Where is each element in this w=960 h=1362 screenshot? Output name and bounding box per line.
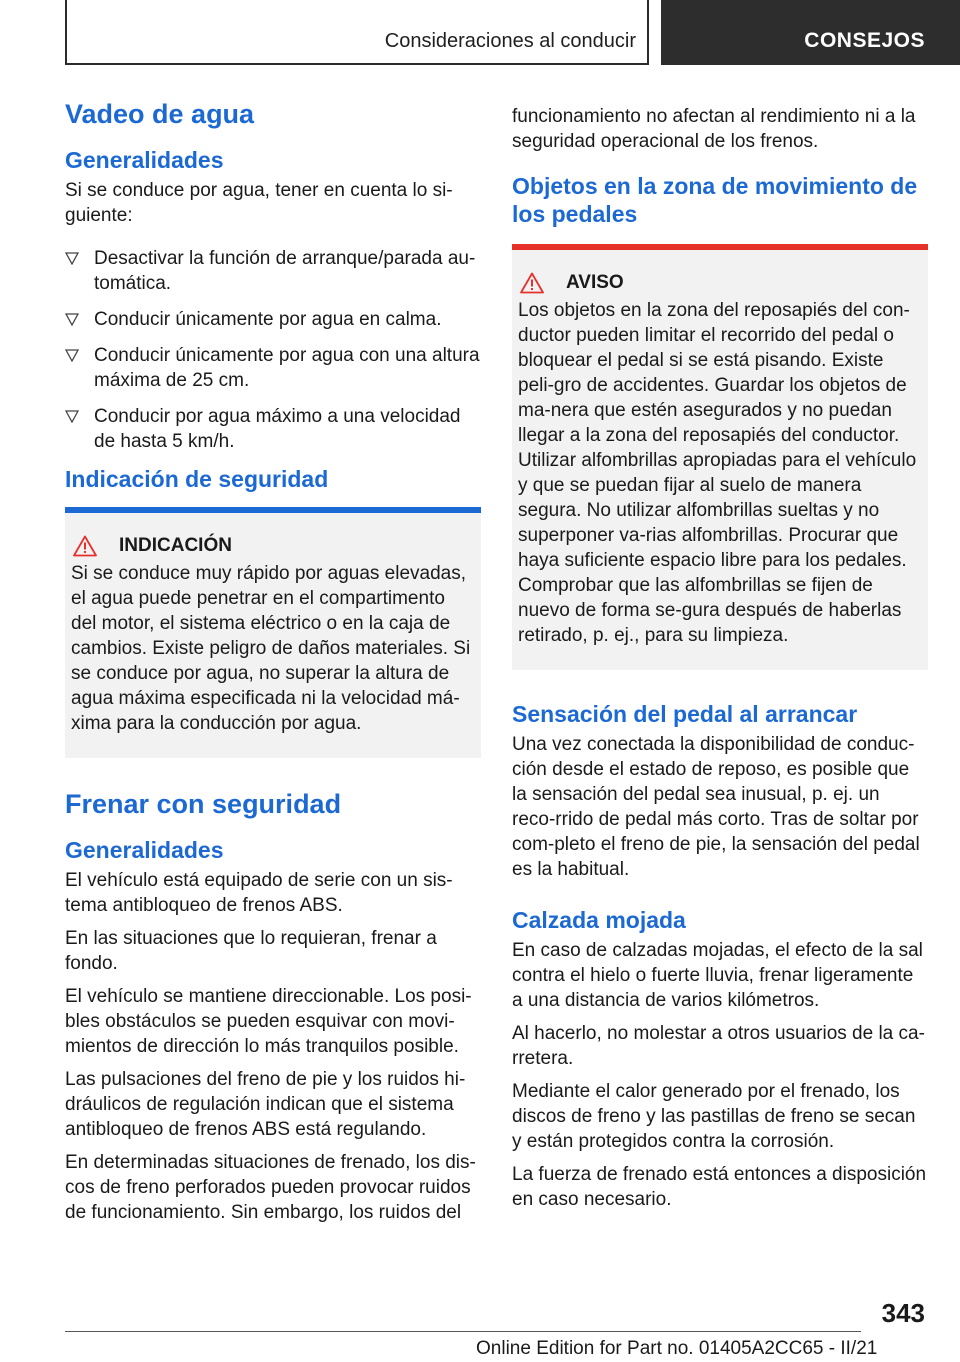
paragraph-calzada-4: La fuerza de frenado está entonces a disposición en caso necesario. xyxy=(512,1164,927,1211)
notice-title xyxy=(71,535,475,557)
list-item-text: Desactivar la función de arranque/parada au-tomática. xyxy=(94,247,476,294)
heading-objetos: Objetos en la zona de movimiento de los pedales xyxy=(512,173,918,228)
right-column xyxy=(512,104,928,1220)
warning-title xyxy=(518,272,922,294)
heading-indicacion: Indicación de seguridad xyxy=(65,465,329,492)
heading-generalidades-1: Generalidades xyxy=(65,146,224,173)
header-section-title: Consideraciones al conducir xyxy=(384,30,636,52)
heading-sensacion: Sensación del pedal al arrancar xyxy=(512,701,858,728)
header-rule-left xyxy=(65,0,67,65)
paragraph-calzada-2: Al hacerlo, no molestar a otros usuarios de la ca-rretera. xyxy=(512,1023,925,1070)
header-chapter-label: CONSEJOS xyxy=(804,29,925,52)
triangle-bullet-icon xyxy=(65,409,79,423)
header-rule xyxy=(65,63,648,65)
left-column xyxy=(65,98,481,1233)
notice-title-text: INDICACIÓN xyxy=(119,534,232,556)
list-item-text: Conducir únicamente por agua con una altura máxima de 25 cm. xyxy=(94,344,480,391)
footer-edition: Online Edition for Part no. 01405A2CC65 - II/21 xyxy=(476,1338,878,1359)
list-item xyxy=(65,246,481,296)
heading-vadeo: Vadeo de agua xyxy=(65,99,255,129)
warning-box xyxy=(512,244,928,670)
heading-generalidades-2: Generalidades xyxy=(65,836,224,863)
triangle-bullet-icon xyxy=(65,312,79,326)
paragraph-frenar-4: Las pulsaciones del freno de pie y los ruidos hi-dráulicos de regulación indican que el sistema antibloqueo de frenos ABS está regulando. xyxy=(65,1068,466,1140)
list-item-text: Conducir únicamente por agua en calma. xyxy=(94,308,442,330)
header-chapter-tab xyxy=(661,0,960,65)
paragraph-calzada-3: Mediante el calor generado por el frenado, los discos de freno y las pastillas de freno se secan y están protegidos contra la corrosión. xyxy=(512,1081,916,1153)
list-item-text: Conducir por agua máximo a una velocidad de hasta 5 km/h. xyxy=(94,405,461,452)
triangle-bullet-icon xyxy=(65,348,79,362)
warning-title-text: AVISO xyxy=(566,272,624,294)
warning-icon xyxy=(73,535,97,557)
paragraph-continuation: funcionamiento no afectan al rendimiento ni a la seguridad operacional de los frenos. xyxy=(512,106,916,152)
paragraph-frenar-3: El vehículo se mantiene direccionable. Los posi-bles obstáculos se pueden esquivar con movi-mientos de dirección lo más tranquilos posible. xyxy=(65,985,472,1057)
heading-frenar: Frenar con seguridad xyxy=(65,788,342,819)
paragraph-frenar-5: En determinadas situaciones de frenado, los dis-cos de freno perforados pueden provocar ruidos de funcionamiento. Sin embargo, los ruidos del xyxy=(65,1151,476,1223)
footer-rule xyxy=(65,1331,861,1332)
warning-text: Los objetos en la zona del reposapiés del con-ductor pueden limitar el recorrido del pedal o bloquear el pedal si se está pisando. Existe peli-gro de accidentes. Guardar los objetos de ma-nera que estén asegurados y no puedan llegar a la zona del reposapiés del conductor. Utilizar alfombrillas apropiadas para el vehículo y que se puedan fijar al suelo de manera segura. No utilizar alfombrillas sueltas y no superponer va-rias alfombrillas. Procurar que haya suficiente espacio libre para los pedales. Comprobar que las alfombrillas se fijen de nuevo de forma se-gura después de haberlas retirado, p. ej., para su limpieza. xyxy=(518,300,917,647)
paragraph-sensacion: Una vez conectada la disponibilidad de conduc-ción desde el estado de reposo, es posible que la sensación del pedal sea inusual, p. ej. un reco-rrido de pedal más corto. Tras de soltar por com-pleto el freno de pie, la sensación del pedal es la habitual. xyxy=(512,734,920,881)
list-item xyxy=(65,404,481,454)
heading-calzada: Calzada mojada xyxy=(512,907,686,934)
paragraph-generalidades-1: Si se conduce por agua, tener en cuenta lo si-guiente: xyxy=(65,179,453,226)
list-item xyxy=(65,343,481,393)
warning-icon xyxy=(520,272,544,294)
paragraph-frenar-1: El vehículo está equipado de serie con un sis-tema antibloqueo de frenos ABS. xyxy=(65,869,453,916)
notice-text: Si se conduce muy rápido por aguas elevadas, el agua puede penetrar en el compartimento del motor, el sistema eléctrico o en la caja de cambios. Existe peligro de daños materiales. Si se conduce por agua, no superar la altura de agua máxima especificada ni la velocidad má-xima para la conducción por agua. xyxy=(71,562,471,734)
paragraph-frenar-2: En las situaciones que lo requieran, frenar a fondo. xyxy=(65,927,437,974)
header-rule-right xyxy=(647,0,649,65)
page-number: 343 xyxy=(881,1298,925,1328)
notice-box xyxy=(65,507,481,758)
bullet-list-vadeo xyxy=(65,246,481,454)
paragraph-calzada-1: En caso de calzadas mojadas, el efecto de la sal contra el hielo o fuerte lluvia, frenar ligeramente a una distancia de varios kilómetros. xyxy=(512,940,923,1012)
triangle-bullet-icon xyxy=(65,251,79,265)
list-item xyxy=(65,307,481,332)
